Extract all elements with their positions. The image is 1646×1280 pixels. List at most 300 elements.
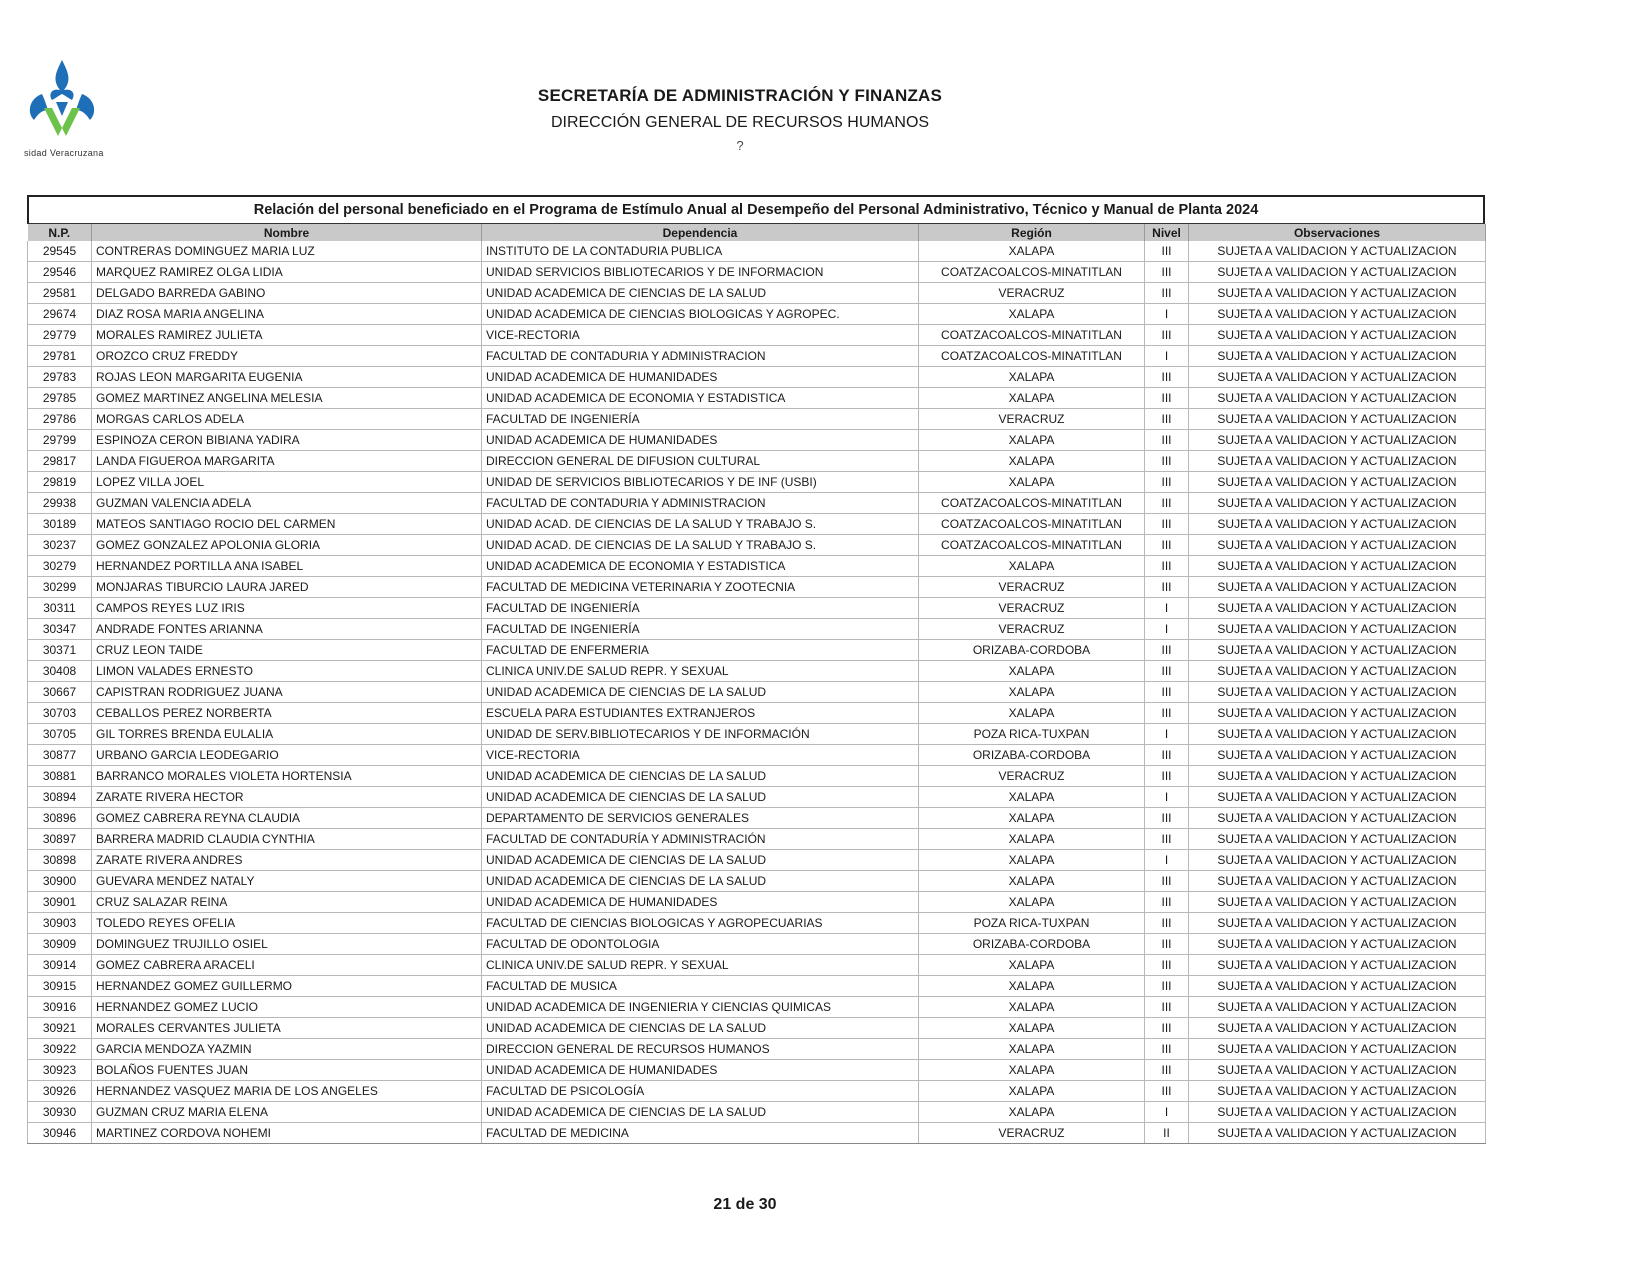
table-row bbox=[28, 451, 1486, 472]
cell-observaciones: SUJETA A VALIDACION Y ACTUALIZACION bbox=[1189, 1102, 1486, 1123]
cell-dependencia: UNIDAD ACADEMICA DE HUMANIDADES bbox=[482, 367, 919, 388]
table-row bbox=[28, 619, 1486, 640]
cell-observaciones: SUJETA A VALIDACION Y ACTUALIZACION bbox=[1189, 367, 1486, 388]
cell-region: XALAPA bbox=[919, 1081, 1145, 1102]
cell-nombre: GIL TORRES BRENDA EULALIA bbox=[92, 724, 482, 745]
table-row bbox=[28, 1123, 1486, 1144]
cell-np: 30877 bbox=[28, 745, 92, 766]
cell-region: POZA RICA-TUXPAN bbox=[919, 913, 1145, 934]
table-row bbox=[28, 409, 1486, 430]
table-row bbox=[28, 913, 1486, 934]
cell-nivel: I bbox=[1145, 346, 1189, 367]
cell-np: 30703 bbox=[28, 703, 92, 724]
table-row bbox=[28, 682, 1486, 703]
table-row bbox=[28, 724, 1486, 745]
cell-nivel: III bbox=[1145, 283, 1189, 304]
cell-observaciones: SUJETA A VALIDACION Y ACTUALIZACION bbox=[1189, 472, 1486, 493]
cell-dependencia: FACULTAD DE INGENIERÍA bbox=[482, 619, 919, 640]
cell-np: 30237 bbox=[28, 535, 92, 556]
cell-dependencia: UNIDAD ACADEMICA DE CIENCIAS DE LA SALUD bbox=[482, 1102, 919, 1123]
cell-observaciones: SUJETA A VALIDACION Y ACTUALIZACION bbox=[1189, 493, 1486, 514]
cell-nivel: III bbox=[1145, 745, 1189, 766]
cell-np: 30946 bbox=[28, 1123, 92, 1144]
cell-dependencia: UNIDAD ACADEMICA DE CIENCIAS DE LA SALUD bbox=[482, 871, 919, 892]
cell-region: COATZACOALCOS-MINATITLAN bbox=[919, 346, 1145, 367]
cell-np: 30923 bbox=[28, 1060, 92, 1081]
table-row bbox=[28, 850, 1486, 871]
cell-nivel: III bbox=[1145, 577, 1189, 598]
cell-nombre: ESPINOZA CERON BIBIANA YADIRA bbox=[92, 430, 482, 451]
cell-np: 30667 bbox=[28, 682, 92, 703]
cell-np: 30189 bbox=[28, 514, 92, 535]
cell-region: XALAPA bbox=[919, 556, 1145, 577]
cell-dependencia: UNIDAD DE SERV.BIBLIOTECARIOS Y DE INFORMACIÓN bbox=[482, 724, 919, 745]
cell-observaciones: SUJETA A VALIDACION Y ACTUALIZACION bbox=[1189, 997, 1486, 1018]
cell-nivel: III bbox=[1145, 997, 1189, 1018]
cell-region: ORIZABA-CORDOBA bbox=[919, 640, 1145, 661]
cell-nombre: ROJAS LEON MARGARITA EUGENIA bbox=[92, 367, 482, 388]
cell-nivel: I bbox=[1145, 724, 1189, 745]
cell-observaciones: SUJETA A VALIDACION Y ACTUALIZACION bbox=[1189, 850, 1486, 871]
cell-dependencia: FACULTAD DE ENFERMERIA bbox=[482, 640, 919, 661]
cell-dependencia: UNIDAD ACADEMICA DE CIENCIAS DE LA SALUD bbox=[482, 787, 919, 808]
cell-dependencia: UNIDAD ACADEMICA DE ECONOMIA Y ESTADISTICA bbox=[482, 388, 919, 409]
cell-region: XALAPA bbox=[919, 829, 1145, 850]
cell-nivel: III bbox=[1145, 493, 1189, 514]
cell-nombre: GOMEZ GONZALEZ APOLONIA GLORIA bbox=[92, 535, 482, 556]
table-row bbox=[28, 1018, 1486, 1039]
table-row bbox=[28, 556, 1486, 577]
table-row bbox=[28, 1102, 1486, 1123]
cell-observaciones: SUJETA A VALIDACION Y ACTUALIZACION bbox=[1189, 913, 1486, 934]
cell-nombre: DIAZ ROSA MARIA ANGELINA bbox=[92, 304, 482, 325]
cell-nivel: III bbox=[1145, 892, 1189, 913]
beneficiaries-table bbox=[27, 224, 1486, 1144]
cell-nombre: HERNANDEZ GOMEZ LUCIO bbox=[92, 997, 482, 1018]
cell-nombre: ANDRADE FONTES ARIANNA bbox=[92, 619, 482, 640]
cell-region: VERACRUZ bbox=[919, 577, 1145, 598]
cell-observaciones: SUJETA A VALIDACION Y ACTUALIZACION bbox=[1189, 724, 1486, 745]
cell-nombre: BARRERA MADRID CLAUDIA CYNTHIA bbox=[92, 829, 482, 850]
cell-nivel: I bbox=[1145, 598, 1189, 619]
cell-observaciones: SUJETA A VALIDACION Y ACTUALIZACION bbox=[1189, 703, 1486, 724]
cell-np: 30909 bbox=[28, 934, 92, 955]
cell-nombre: GOMEZ MARTINEZ ANGELINA MELESIA bbox=[92, 388, 482, 409]
cell-dependencia: VICE-RECTORIA bbox=[482, 325, 919, 346]
cell-np: 30922 bbox=[28, 1039, 92, 1060]
cell-np: 30916 bbox=[28, 997, 92, 1018]
cell-nivel: I bbox=[1145, 850, 1189, 871]
cell-np: 30894 bbox=[28, 787, 92, 808]
table-row bbox=[28, 388, 1486, 409]
table-row bbox=[28, 346, 1486, 367]
cell-dependencia: UNIDAD DE SERVICIOS BIBLIOTECARIOS Y DE INF (USBI) bbox=[482, 472, 919, 493]
cell-nombre: ZARATE RIVERA HECTOR bbox=[92, 787, 482, 808]
table-row bbox=[28, 661, 1486, 682]
cell-nivel: I bbox=[1145, 1102, 1189, 1123]
cell-observaciones: SUJETA A VALIDACION Y ACTUALIZACION bbox=[1189, 934, 1486, 955]
table-row bbox=[28, 997, 1486, 1018]
cell-region: XALAPA bbox=[919, 241, 1145, 262]
cell-nivel: I bbox=[1145, 787, 1189, 808]
cell-dependencia: UNIDAD ACADEMICA DE HUMANIDADES bbox=[482, 1060, 919, 1081]
table-title: Relación del personal beneficiado en el Programa de Estímulo Anual al Desempeño del Personal Administrativo, Técnico y Manual de Planta 2024 bbox=[27, 195, 1485, 224]
cell-nombre: MORALES RAMIREZ JULIETA bbox=[92, 325, 482, 346]
column-header-nombre: Nombre bbox=[92, 224, 482, 241]
cell-nombre: MORALES CERVANTES JULIETA bbox=[92, 1018, 482, 1039]
cell-dependencia: CLINICA UNIV.DE SALUD REPR. Y SEXUAL bbox=[482, 661, 919, 682]
cell-nivel: III bbox=[1145, 913, 1189, 934]
cell-np: 30914 bbox=[28, 955, 92, 976]
cell-np: 30897 bbox=[28, 829, 92, 850]
cell-observaciones: SUJETA A VALIDACION Y ACTUALIZACION bbox=[1189, 388, 1486, 409]
cell-nombre: MARTINEZ CORDOVA NOHEMI bbox=[92, 1123, 482, 1144]
table-row bbox=[28, 955, 1486, 976]
cell-nivel: III bbox=[1145, 388, 1189, 409]
cell-np: 30926 bbox=[28, 1081, 92, 1102]
cell-region: XALAPA bbox=[919, 871, 1145, 892]
cell-observaciones: SUJETA A VALIDACION Y ACTUALIZACION bbox=[1189, 262, 1486, 283]
table-row bbox=[28, 325, 1486, 346]
cell-dependencia: FACULTAD DE MUSICA bbox=[482, 976, 919, 997]
cell-np: 30347 bbox=[28, 619, 92, 640]
cell-nombre: LOPEZ VILLA JOEL bbox=[92, 472, 482, 493]
cell-observaciones: SUJETA A VALIDACION Y ACTUALIZACION bbox=[1189, 808, 1486, 829]
cell-nombre: LIMON VALADES ERNESTO bbox=[92, 661, 482, 682]
cell-nivel: III bbox=[1145, 451, 1189, 472]
cell-observaciones: SUJETA A VALIDACION Y ACTUALIZACION bbox=[1189, 556, 1486, 577]
cell-dependencia: UNIDAD ACADEMICA DE HUMANIDADES bbox=[482, 892, 919, 913]
cell-nombre: CRUZ SALAZAR REINA bbox=[92, 892, 482, 913]
cell-nombre: MARQUEZ RAMIREZ OLGA LIDIA bbox=[92, 262, 482, 283]
cell-np: 30371 bbox=[28, 640, 92, 661]
table-row bbox=[28, 1081, 1486, 1102]
cell-np: 29545 bbox=[28, 241, 92, 262]
cell-observaciones: SUJETA A VALIDACION Y ACTUALIZACION bbox=[1189, 661, 1486, 682]
table-row bbox=[28, 535, 1486, 556]
column-header-nivel: Nivel bbox=[1145, 224, 1189, 241]
cell-observaciones: SUJETA A VALIDACION Y ACTUALIZACION bbox=[1189, 829, 1486, 850]
logo-caption: sidad Veracruzana bbox=[24, 148, 104, 158]
cell-np: 30311 bbox=[28, 598, 92, 619]
cell-region: COATZACOALCOS-MINATITLAN bbox=[919, 262, 1145, 283]
cell-region: XALAPA bbox=[919, 304, 1145, 325]
beneficiaries-table-container bbox=[27, 195, 1485, 1144]
cell-nombre: OROZCO CRUZ FREDDY bbox=[92, 346, 482, 367]
cell-nombre: TOLEDO REYES OFELIA bbox=[92, 913, 482, 934]
cell-np: 30705 bbox=[28, 724, 92, 745]
cell-nivel: III bbox=[1145, 682, 1189, 703]
cell-observaciones: SUJETA A VALIDACION Y ACTUALIZACION bbox=[1189, 535, 1486, 556]
cell-region: COATZACOALCOS-MINATITLAN bbox=[919, 493, 1145, 514]
cell-region: XALAPA bbox=[919, 808, 1145, 829]
cell-nivel: III bbox=[1145, 871, 1189, 892]
cell-region: ORIZABA-CORDOBA bbox=[919, 934, 1145, 955]
cell-nombre: GOMEZ CABRERA ARACELI bbox=[92, 955, 482, 976]
column-header-observaciones: Observaciones bbox=[1189, 224, 1486, 241]
cell-np: 30921 bbox=[28, 1018, 92, 1039]
cell-observaciones: SUJETA A VALIDACION Y ACTUALIZACION bbox=[1189, 1039, 1486, 1060]
cell-observaciones: SUJETA A VALIDACION Y ACTUALIZACION bbox=[1189, 598, 1486, 619]
table-row bbox=[28, 703, 1486, 724]
cell-region: VERACRUZ bbox=[919, 409, 1145, 430]
cell-nombre: CAPISTRAN RODRIGUEZ JUANA bbox=[92, 682, 482, 703]
cell-nivel: III bbox=[1145, 808, 1189, 829]
cell-nombre: BARRANCO MORALES VIOLETA HORTENSIA bbox=[92, 766, 482, 787]
cell-nivel: III bbox=[1145, 325, 1189, 346]
cell-nombre: HERNANDEZ GOMEZ GUILLERMO bbox=[92, 976, 482, 997]
cell-np: 30900 bbox=[28, 871, 92, 892]
cell-dependencia: VICE-RECTORIA bbox=[482, 745, 919, 766]
cell-observaciones: SUJETA A VALIDACION Y ACTUALIZACION bbox=[1189, 430, 1486, 451]
cell-nombre: MATEOS SANTIAGO ROCIO DEL CARMEN bbox=[92, 514, 482, 535]
cell-nombre: CAMPOS REYES LUZ IRIS bbox=[92, 598, 482, 619]
table-row bbox=[28, 640, 1486, 661]
table-row bbox=[28, 493, 1486, 514]
cell-observaciones: SUJETA A VALIDACION Y ACTUALIZACION bbox=[1189, 346, 1486, 367]
cell-region: XALAPA bbox=[919, 976, 1145, 997]
table-row bbox=[28, 283, 1486, 304]
cell-nombre: DELGADO BARREDA GABINO bbox=[92, 283, 482, 304]
cell-region: XALAPA bbox=[919, 682, 1145, 703]
table-row bbox=[28, 514, 1486, 535]
cell-dependencia: CLINICA UNIV.DE SALUD REPR. Y SEXUAL bbox=[482, 955, 919, 976]
cell-region: COATZACOALCOS-MINATITLAN bbox=[919, 535, 1145, 556]
cell-nombre: HERNANDEZ VASQUEZ MARIA DE LOS ANGELES bbox=[92, 1081, 482, 1102]
cell-dependencia: FACULTAD DE CONTADURIA Y ADMINISTRACION bbox=[482, 493, 919, 514]
cell-observaciones: SUJETA A VALIDACION Y ACTUALIZACION bbox=[1189, 955, 1486, 976]
cell-np: 30881 bbox=[28, 766, 92, 787]
cell-nivel: I bbox=[1145, 619, 1189, 640]
cell-dependencia: INSTITUTO DE LA CONTADURIA PUBLICA bbox=[482, 241, 919, 262]
cell-observaciones: SUJETA A VALIDACION Y ACTUALIZACION bbox=[1189, 682, 1486, 703]
cell-region: COATZACOALCOS-MINATITLAN bbox=[919, 514, 1145, 535]
cell-np: 30299 bbox=[28, 577, 92, 598]
cell-np: 30901 bbox=[28, 892, 92, 913]
cell-region: VERACRUZ bbox=[919, 283, 1145, 304]
cell-np: 29674 bbox=[28, 304, 92, 325]
placeholder-glyph: ? bbox=[736, 138, 744, 153]
cell-nivel: III bbox=[1145, 1060, 1189, 1081]
cell-np: 30279 bbox=[28, 556, 92, 577]
cell-dependencia: FACULTAD DE PSICOLOGÍA bbox=[482, 1081, 919, 1102]
cell-np: 30408 bbox=[28, 661, 92, 682]
cell-region: XALAPA bbox=[919, 661, 1145, 682]
cell-observaciones: SUJETA A VALIDACION Y ACTUALIZACION bbox=[1189, 1081, 1486, 1102]
cell-nombre: URBANO GARCIA LEODEGARIO bbox=[92, 745, 482, 766]
cell-observaciones: SUJETA A VALIDACION Y ACTUALIZACION bbox=[1189, 871, 1486, 892]
table-row bbox=[28, 766, 1486, 787]
column-header-dependencia: Dependencia bbox=[482, 224, 919, 241]
cell-dependencia: DEPARTAMENTO DE SERVICIOS GENERALES bbox=[482, 808, 919, 829]
cell-dependencia: FACULTAD DE MEDICINA bbox=[482, 1123, 919, 1144]
cell-nombre: GUZMAN CRUZ MARIA ELENA bbox=[92, 1102, 482, 1123]
table-row bbox=[28, 304, 1486, 325]
cell-region: POZA RICA-TUXPAN bbox=[919, 724, 1145, 745]
cell-dependencia: FACULTAD DE CONTADURIA Y ADMINISTRACION bbox=[482, 346, 919, 367]
table-row bbox=[28, 829, 1486, 850]
table-row bbox=[28, 262, 1486, 283]
cell-region: VERACRUZ bbox=[919, 766, 1145, 787]
cell-nivel: III bbox=[1145, 367, 1189, 388]
cell-np: 29779 bbox=[28, 325, 92, 346]
cell-observaciones: SUJETA A VALIDACION Y ACTUALIZACION bbox=[1189, 1123, 1486, 1144]
cell-region: XALAPA bbox=[919, 997, 1145, 1018]
cell-observaciones: SUJETA A VALIDACION Y ACTUALIZACION bbox=[1189, 640, 1486, 661]
cell-dependencia: UNIDAD ACADEMICA DE HUMANIDADES bbox=[482, 430, 919, 451]
cell-region: XALAPA bbox=[919, 850, 1145, 871]
table-row bbox=[28, 430, 1486, 451]
cell-nivel: III bbox=[1145, 934, 1189, 955]
table-row bbox=[28, 808, 1486, 829]
cell-np: 29783 bbox=[28, 367, 92, 388]
cell-nivel: III bbox=[1145, 640, 1189, 661]
cell-nombre: GUEVARA MENDEZ NATALY bbox=[92, 871, 482, 892]
cell-region: XALAPA bbox=[919, 388, 1145, 409]
cell-observaciones: SUJETA A VALIDACION Y ACTUALIZACION bbox=[1189, 745, 1486, 766]
cell-region: XALAPA bbox=[919, 787, 1145, 808]
cell-dependencia: FACULTAD DE MEDICINA VETERINARIA Y ZOOTECNIA bbox=[482, 577, 919, 598]
cell-dependencia: ESCUELA PARA ESTUDIANTES EXTRANJEROS bbox=[482, 703, 919, 724]
cell-dependencia: UNIDAD ACADEMICA DE INGENIERIA Y CIENCIAS QUIMICAS bbox=[482, 997, 919, 1018]
cell-nivel: III bbox=[1145, 409, 1189, 430]
cell-dependencia: FACULTAD DE ODONTOLOGIA bbox=[482, 934, 919, 955]
cell-observaciones: SUJETA A VALIDACION Y ACTUALIZACION bbox=[1189, 766, 1486, 787]
cell-np: 30915 bbox=[28, 976, 92, 997]
cell-observaciones: SUJETA A VALIDACION Y ACTUALIZACION bbox=[1189, 241, 1486, 262]
cell-dependencia: UNIDAD ACADEMICA DE CIENCIAS BIOLOGICAS Y AGROPEC. bbox=[482, 304, 919, 325]
cell-nombre: GARCIA MENDOZA YAZMIN bbox=[92, 1039, 482, 1060]
cell-observaciones: SUJETA A VALIDACION Y ACTUALIZACION bbox=[1189, 892, 1486, 913]
table-row bbox=[28, 976, 1486, 997]
cell-dependencia: DIRECCION GENERAL DE RECURSOS HUMANOS bbox=[482, 1039, 919, 1060]
cell-dependencia: UNIDAD SERVICIOS BIBLIOTECARIOS Y DE INFORMACION bbox=[482, 262, 919, 283]
table-row bbox=[28, 787, 1486, 808]
cell-np: 30903 bbox=[28, 913, 92, 934]
cell-nombre: CEBALLOS PEREZ NORBERTA bbox=[92, 703, 482, 724]
cell-region: XALAPA bbox=[919, 367, 1145, 388]
cell-dependencia: UNIDAD ACADEMICA DE ECONOMIA Y ESTADISTICA bbox=[482, 556, 919, 577]
cell-nivel: III bbox=[1145, 661, 1189, 682]
cell-nivel: III bbox=[1145, 955, 1189, 976]
cell-region: VERACRUZ bbox=[919, 619, 1145, 640]
table-row bbox=[28, 367, 1486, 388]
cell-nombre: CRUZ LEON TAIDE bbox=[92, 640, 482, 661]
cell-nivel: I bbox=[1145, 304, 1189, 325]
cell-region: XALAPA bbox=[919, 955, 1145, 976]
cell-region: XALAPA bbox=[919, 703, 1145, 724]
cell-nombre: MONJARAS TIBURCIO LAURA JARED bbox=[92, 577, 482, 598]
cell-dependencia: UNIDAD ACADEMICA DE CIENCIAS DE LA SALUD bbox=[482, 283, 919, 304]
cell-observaciones: SUJETA A VALIDACION Y ACTUALIZACION bbox=[1189, 325, 1486, 346]
table-row bbox=[28, 241, 1486, 262]
cell-nombre: CONTRERAS DOMINGUEZ MARIA LUZ bbox=[92, 241, 482, 262]
cell-observaciones: SUJETA A VALIDACION Y ACTUALIZACION bbox=[1189, 619, 1486, 640]
cell-np: 29786 bbox=[28, 409, 92, 430]
cell-nivel: III bbox=[1145, 514, 1189, 535]
cell-region: COATZACOALCOS-MINATITLAN bbox=[919, 325, 1145, 346]
cell-dependencia: UNIDAD ACAD. DE CIENCIAS DE LA SALUD Y TRABAJO S. bbox=[482, 514, 919, 535]
table-row bbox=[28, 1039, 1486, 1060]
cell-nivel: III bbox=[1145, 703, 1189, 724]
cell-np: 30896 bbox=[28, 808, 92, 829]
cell-nombre: GUZMAN VALENCIA ADELA bbox=[92, 493, 482, 514]
table-header bbox=[28, 224, 1486, 241]
cell-dependencia: UNIDAD ACADEMICA DE CIENCIAS DE LA SALUD bbox=[482, 1018, 919, 1039]
table-body bbox=[28, 241, 1486, 1144]
cell-observaciones: SUJETA A VALIDACION Y ACTUALIZACION bbox=[1189, 1018, 1486, 1039]
cell-observaciones: SUJETA A VALIDACION Y ACTUALIZACION bbox=[1189, 976, 1486, 997]
cell-observaciones: SUJETA A VALIDACION Y ACTUALIZACION bbox=[1189, 1060, 1486, 1081]
page-subtitle: DIRECCIÓN GENERAL DE RECURSOS HUMANOS bbox=[550, 114, 930, 131]
cell-nombre: LANDA FIGUEROA MARGARITA bbox=[92, 451, 482, 472]
cell-region: XALAPA bbox=[919, 1039, 1145, 1060]
cell-nombre: HERNANDEZ PORTILLA ANA ISABEL bbox=[92, 556, 482, 577]
page-title: SECRETARÍA DE ADMINISTRACIÓN Y FINANZAS bbox=[537, 86, 943, 105]
cell-dependencia: FACULTAD DE CONTADURÍA Y ADMINISTRACIÓN bbox=[482, 829, 919, 850]
cell-nivel: III bbox=[1145, 556, 1189, 577]
cell-nivel: II bbox=[1145, 1123, 1189, 1144]
cell-nivel: III bbox=[1145, 829, 1189, 850]
table-row bbox=[28, 577, 1486, 598]
column-header-np: N.P. bbox=[28, 224, 92, 241]
cell-np: 29817 bbox=[28, 451, 92, 472]
cell-observaciones: SUJETA A VALIDACION Y ACTUALIZACION bbox=[1189, 787, 1486, 808]
cell-nivel: III bbox=[1145, 1018, 1189, 1039]
cell-region: XALAPA bbox=[919, 430, 1145, 451]
cell-nombre: GOMEZ CABRERA REYNA CLAUDIA bbox=[92, 808, 482, 829]
cell-nivel: III bbox=[1145, 241, 1189, 262]
cell-dependencia: UNIDAD ACADEMICA DE CIENCIAS DE LA SALUD bbox=[482, 682, 919, 703]
cell-nombre: MORGAS CARLOS ADELA bbox=[92, 409, 482, 430]
cell-np: 29799 bbox=[28, 430, 92, 451]
cell-dependencia: UNIDAD ACADEMICA DE CIENCIAS DE LA SALUD bbox=[482, 850, 919, 871]
cell-dependencia: FACULTAD DE INGENIERÍA bbox=[482, 409, 919, 430]
cell-nivel: III bbox=[1145, 262, 1189, 283]
cell-observaciones: SUJETA A VALIDACION Y ACTUALIZACION bbox=[1189, 304, 1486, 325]
cell-dependencia: DIRECCION GENERAL DE DIFUSION CULTURAL bbox=[482, 451, 919, 472]
cell-region: XALAPA bbox=[919, 1060, 1145, 1081]
cell-region: VERACRUZ bbox=[919, 1123, 1145, 1144]
table-row bbox=[28, 745, 1486, 766]
cell-region: XALAPA bbox=[919, 1018, 1145, 1039]
cell-observaciones: SUJETA A VALIDACION Y ACTUALIZACION bbox=[1189, 409, 1486, 430]
cell-np: 30930 bbox=[28, 1102, 92, 1123]
cell-region: XALAPA bbox=[919, 451, 1145, 472]
cell-dependencia: UNIDAD ACAD. DE CIENCIAS DE LA SALUD Y TRABAJO S. bbox=[482, 535, 919, 556]
cell-dependencia: FACULTAD DE INGENIERÍA bbox=[482, 598, 919, 619]
table-row bbox=[28, 472, 1486, 493]
cell-nombre: BOLAÑOS FUENTES JUAN bbox=[92, 1060, 482, 1081]
cell-region: XALAPA bbox=[919, 472, 1145, 493]
cell-region: ORIZABA-CORDOBA bbox=[919, 745, 1145, 766]
table-row bbox=[28, 1060, 1486, 1081]
table-row bbox=[28, 934, 1486, 955]
cell-nivel: III bbox=[1145, 1081, 1189, 1102]
cell-nivel: III bbox=[1145, 766, 1189, 787]
cell-np: 29938 bbox=[28, 493, 92, 514]
cell-np: 29819 bbox=[28, 472, 92, 493]
cell-nivel: III bbox=[1145, 1039, 1189, 1060]
cell-observaciones: SUJETA A VALIDACION Y ACTUALIZACION bbox=[1189, 283, 1486, 304]
cell-observaciones: SUJETA A VALIDACION Y ACTUALIZACION bbox=[1189, 514, 1486, 535]
column-header-region: Región bbox=[919, 224, 1145, 241]
cell-nivel: III bbox=[1145, 976, 1189, 997]
cell-nombre: DOMINGUEZ TRUJILLO OSIEL bbox=[92, 934, 482, 955]
cell-np: 29546 bbox=[28, 262, 92, 283]
cell-nombre: ZARATE RIVERA ANDRES bbox=[92, 850, 482, 871]
cell-np: 29785 bbox=[28, 388, 92, 409]
